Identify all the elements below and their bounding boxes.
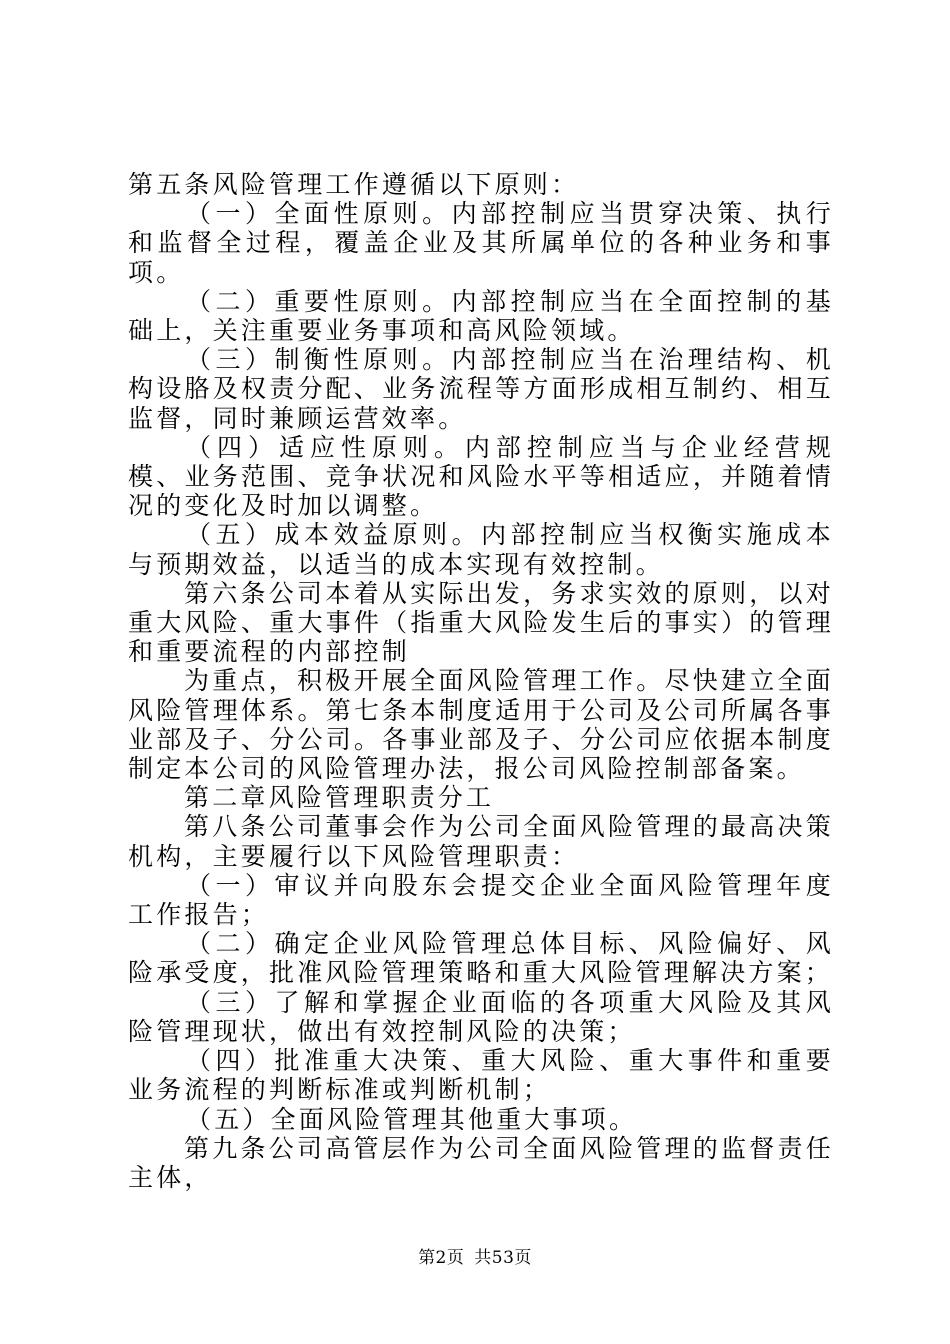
paragraph: （五）成本效益原则。内部控制应当权衡实施成本与预期效益，以适当的成本实现有效控制。 bbox=[128, 520, 834, 579]
paragraph: 第九条公司高管层作为公司全面风险管理的监督责任主体， bbox=[128, 1133, 834, 1192]
paragraph: （二）确定企业风险管理总体目标、风险偏好、风险承受度，批准风险管理策略和重大风险管理解决方案； bbox=[128, 929, 834, 988]
paragraph: 为重点，积极开展全面风险管理工作。尽快建立全面风险管理体系。第七条本制度适用于公司及公司所属各事业部及子、分公司。各事业部及子、分公司应依据本制度制定本公司的风险管理办法，报公司风险控制部备案。 bbox=[128, 666, 834, 784]
paragraph: （三）制衡性原则。内部控制应当在治理结构、机构设胳及权责分配、业务流程等方面形成相互制约、相互监督，同时兼顾运营效率。 bbox=[128, 345, 834, 433]
paragraph: （一）审议并向股东会提交企业全面风险管理年度工作报告； bbox=[128, 870, 834, 930]
page-number: 第2页 bbox=[418, 1248, 465, 1268]
paragraph: 第五条风险管理工作遵循以下原则： bbox=[128, 170, 580, 199]
page-footer bbox=[0, 1243, 950, 1268]
paragraph: （五）全面风险管理其他重大事项。 bbox=[186, 1104, 638, 1134]
paragraph: 第八条公司董事会作为公司全面风险管理的最高决策机构，主要履行以下风险管理职责： bbox=[128, 812, 834, 871]
paragraph: （四）批准重大决策、重大风险、重大事件和重要业务流程的判断标准或判断机制； bbox=[128, 1046, 834, 1105]
chapter-heading: 第二章风险管理职责分工 bbox=[184, 783, 495, 813]
paragraph: （二）重要性原则。内部控制应当在全面控制的基础上，关注重要业务事项和高风险领域。 bbox=[128, 286, 834, 346]
document-body bbox=[128, 170, 834, 1192]
page-total: 共53页 bbox=[474, 1248, 532, 1268]
paragraph: 第六条公司本着从实际出发，务求实效的原则，以对重大风险、重大事件（指重大风险发生后的事实）的管理和重要流程的内部控制 bbox=[128, 578, 834, 667]
paragraph: （四）适应性原则。内部控制应当与企业经营规模、业务范围、竞争状况和风险水平等相适应，并随着情况的变化及时加以调整。 bbox=[128, 432, 834, 521]
paragraph: （一）全面性原则。内部控制应当贯穿决策、执行和监督全过程，覆盖企业及其所属单位的各种业务和事项。 bbox=[128, 199, 834, 287]
paragraph: （三）了解和掌握企业面临的各项重大风险及其风险管理现状，做出有效控制风险的决策； bbox=[128, 987, 834, 1046]
